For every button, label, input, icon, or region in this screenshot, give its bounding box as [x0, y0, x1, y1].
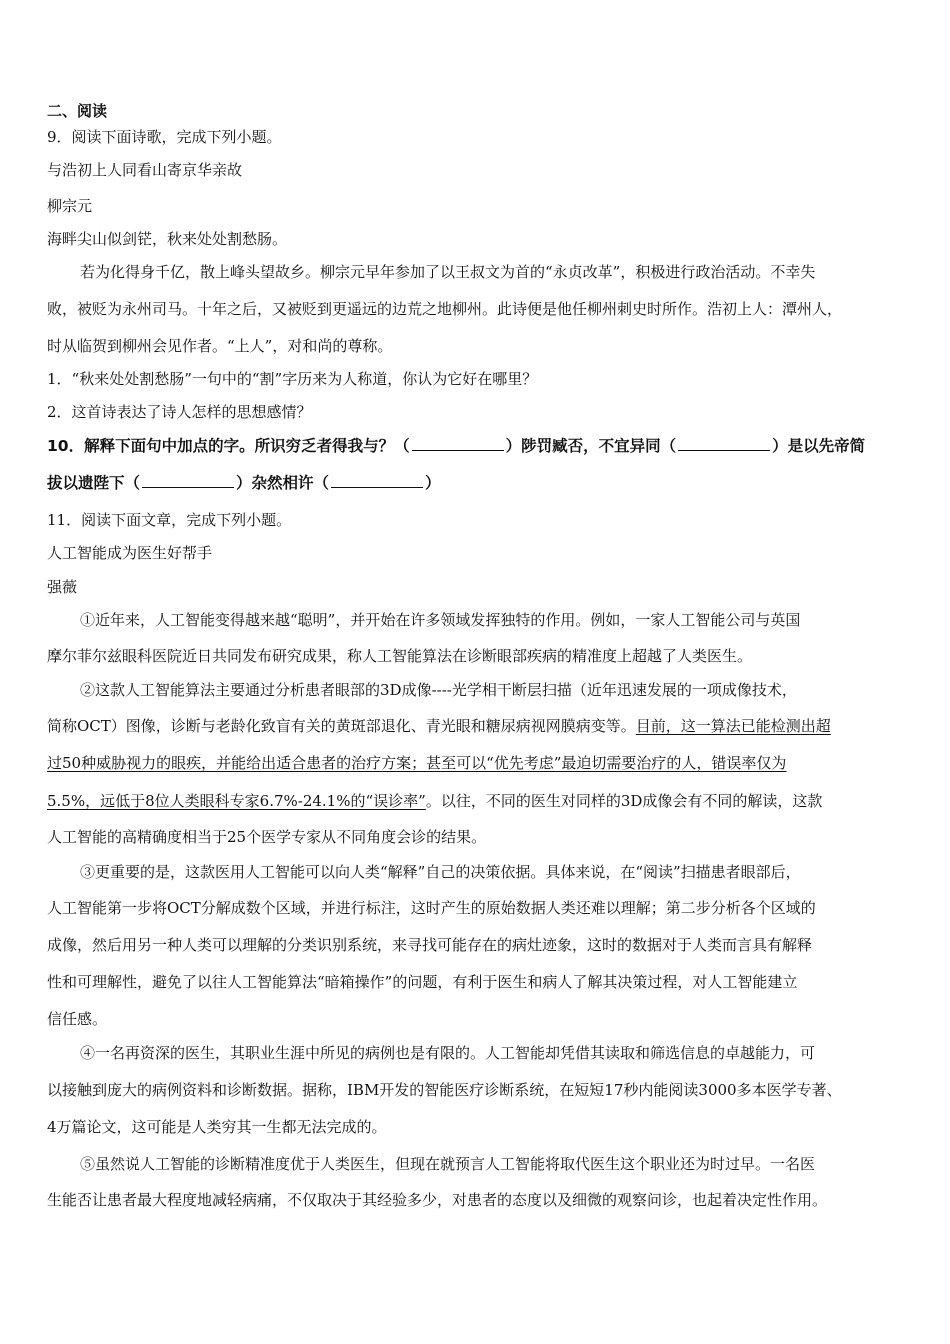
- poem-author: 柳宗元: [47, 197, 93, 215]
- q9-sub-question-2: 2．这首诗表达了诗人怎样的思想感情？: [47, 403, 312, 421]
- poem-note-line: 时从临贺到柳州会见作者。“上人”，对和尚的尊称。: [47, 337, 393, 355]
- plain-text: 。以往，不同的医生对同样的3D成像会有不同的解读，这款: [425, 792, 823, 810]
- paragraph-line: 人工智能第一步将OCT分解成数个区域，并进行标注，这时产生的原始数据人类还难以理解；第二步分析各个区域的: [47, 899, 816, 917]
- q10-text: 10．解释下面句中加点的字。所识穷乏者得我与？（: [47, 437, 410, 455]
- paragraph-line: ④一名再资深的医生，其职业生涯中所见的病例也是有限的。人工智能却凭借其读取和筛选信息的卓越能力，可: [80, 1044, 816, 1062]
- paragraph-line: 成像，然后用另一种人类可以理解的分类识别系统，来寻找可能存在的病灶迹象，这时的数据对于人类而言具有解释: [47, 936, 813, 954]
- answer-blank[interactable]: [412, 436, 504, 451]
- paragraph-line: ①近年来，人工智能变得越来越“聪明”，并开始在许多领域发挥独特的作用。例如，一家人工智能公司与英国: [80, 611, 801, 629]
- paragraph-line: 生能否让患者最大程度地减轻病痛，不仅取决于其经验多少，对患者的态度以及细微的观察问诊，也起着决定性作用。: [47, 1191, 828, 1209]
- section-title: 二、阅读: [47, 102, 108, 120]
- q10-line-2: [47, 473, 441, 493]
- paragraph-line: 信任感。: [47, 1010, 108, 1028]
- answer-blank[interactable]: [331, 473, 423, 488]
- answer-blank[interactable]: [678, 436, 770, 451]
- poem-verse: 海畔尖山似剑铓，秋来处处割愁肠。: [47, 230, 288, 248]
- q9-sub-question-1: 1．“秋来处处割愁肠”一句中的“割”字历来为人称道，你认为它好在哪里？: [47, 370, 538, 388]
- q10-text: 拔以遗陛下（: [47, 474, 141, 492]
- poem-note-line: 若为化得身千亿，散上峰头望故乡。柳宗元早年参加了以王叔文为首的“永贞改革”，积极进行政治活动。不幸失: [80, 263, 816, 281]
- q10-line-1: [47, 436, 865, 456]
- paragraph-line: 性和可理解性，避免了以往人工智能算法“暗箱操作”的问题，有利于医生和病人了解其决策过程，对人工智能建立: [47, 973, 798, 991]
- underlined-text: 目前，这一算法已能检测出超: [635, 717, 831, 735]
- paragraph-line: ②这款人工智能算法主要通过分析患者眼部的3D成像----光学相干断层扫描（近年迅速发展的一项成像技术，: [80, 681, 797, 699]
- poem-title: 与浩初上人同看山寄京华亲故: [47, 161, 243, 179]
- q10-text: ）杂然相许（: [236, 474, 330, 492]
- plain-text: 简称OCT）图像，诊断与老龄化致盲有关的黄斑部退化、青光眼和糖尿病视网膜病变等。: [47, 717, 636, 735]
- paragraph-line: ③更重要的是，这款医用人工智能可以向人类“解释”自己的决策依据。具体来说，在“阅读”扫描患者眼部后，: [80, 863, 801, 881]
- paragraph-line: 4万篇论文，这可能是人类穷其一生都无法完成的。: [47, 1118, 387, 1136]
- poem-note-line: 败，被贬为永州司马。十年之后，又被贬到更遥远的边荒之地柳州。此诗便是他任柳州刺史时所作。浩初上人：潭州人，: [47, 300, 843, 318]
- q10-text: ）: [425, 474, 441, 492]
- article-title: 人工智能成为医生好帮手: [47, 544, 213, 562]
- paragraph-line: [47, 716, 831, 736]
- underlined-text: 5.5%，远低于8位人类眼科专家6.7%-24.1%的“误诊率”: [47, 792, 426, 810]
- paragraph-line: [47, 791, 822, 811]
- article-author: 强薇: [47, 578, 78, 596]
- paragraph-line: ⑤虽然说人工智能的诊断精准度优于人类医生，但现在就预言人工智能将取代医生这个职业还为时过早。一名医: [80, 1155, 816, 1173]
- q11-prompt: 11．阅读下面文章，完成下列小题。: [47, 511, 292, 529]
- paragraph-line: 摩尔菲尔兹眼科医院近日共同发布研究成果，称人工智能算法在诊断眼部疾病的精准度上超越了人类医生。: [47, 647, 753, 665]
- underlined-text: 过50种威胁视力的眼疾，并能给出适合患者的治疗方案；甚至可以“优先考虑”最迫切需要治疗的人，错误率仅为: [47, 754, 787, 772]
- answer-blank[interactable]: [142, 473, 234, 488]
- paragraph-line: 以接触到庞大的病例资料和诊断数据。据称，IBM开发的智能医疗诊断系统，在短短17秒内能阅读3000多本医学专著、: [47, 1081, 842, 1099]
- q10-text: ）是以先帝简: [772, 437, 866, 455]
- q9-prompt: 9．阅读下面诗歌，完成下列小题。: [47, 128, 282, 146]
- q10-text: ）陟罚臧否，不宜异同（: [505, 437, 677, 455]
- paragraph-line: 人工智能的高精确度相当于25个医学专家从不同角度会诊的结果。: [47, 828, 487, 846]
